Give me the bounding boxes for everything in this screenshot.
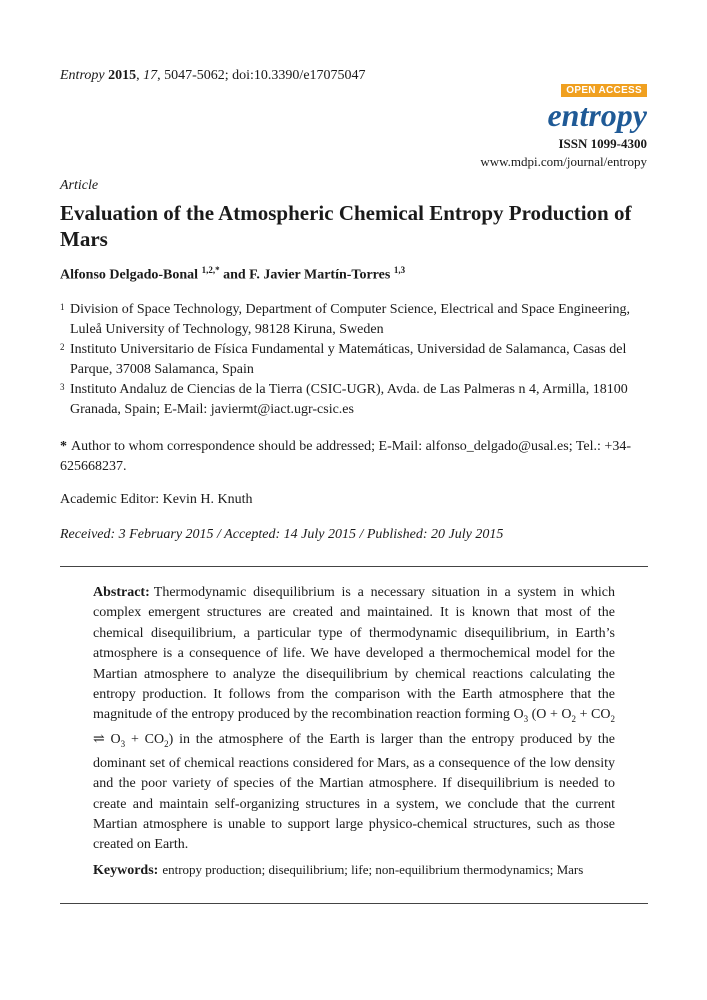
journal-masthead <box>447 80 647 170</box>
affiliation-item <box>60 340 660 380</box>
keywords <box>93 862 623 879</box>
affiliation-number: 1 <box>60 302 65 312</box>
subscript: 2 <box>164 738 169 749</box>
keywords-text: entropy production; disequilibrium; life; non-equilibrium thermodynamics; Mars <box>162 862 584 877</box>
author-affiliation-marks: 1,2,* <box>201 265 220 275</box>
bottom-divider <box>60 903 648 904</box>
citation-line: Entropy 2015, 17, 5047-5062; doi:10.3390/e17075047 <box>60 68 366 83</box>
author-affiliation-marks: 1,3 <box>393 265 406 275</box>
journal-url[interactable]: www.mdpi.com/journal/entropy <box>480 154 647 169</box>
subscript: 2 <box>571 714 577 725</box>
academic-editor: Academic Editor: Kevin H. Knuth <box>60 492 253 507</box>
abstract-text: (O + O <box>528 707 572 723</box>
abstract-text: ⇌ O <box>93 731 121 747</box>
affiliation-item <box>60 380 660 420</box>
abstract <box>93 583 615 856</box>
subscript: 2 <box>610 714 616 725</box>
affiliation-text: Instituto Andaluz de Ciencias de la Tierra (CSIC-UGR), Avda. de Las Palmeras n 4, Armilla, 18100 Granada, Spain; E-Mail: javiermt@iact.ugr-csic.es <box>70 382 628 417</box>
affiliation-text: Division of Space Technology, Department of Computer Science, Electrical and Space Engineering, Luleå University of Technology, 98128 Kiruna, Sweden <box>70 302 631 337</box>
open-access-badge: OPEN ACCESS <box>561 84 647 97</box>
abstract-text: + CO <box>576 707 611 723</box>
abstract-label: Abstract: <box>93 585 150 600</box>
correspondence-note <box>60 437 660 477</box>
affiliation-item <box>60 300 660 340</box>
subscript: 3 <box>523 714 529 725</box>
author-name: Alfonso Delgado-Bonal <box>60 267 199 283</box>
affiliation-text: Instituto Universitario de Física Fundamental y Matemáticas, Universidad de Salamanca, Casas del Parque, 37008 Salamanca, Spain <box>70 342 627 377</box>
citation-pages: 5047-5062; doi:10.3390/e17075047 <box>164 68 366 83</box>
journal-logo: entropy <box>547 97 647 133</box>
abstract-text: + CO <box>125 731 165 747</box>
abstract-text: Thermodynamic disequilibrium is a necessary situation in a system in which complex emergent structures are created and maintained. It is known that most of the chemical disequilibrium, a particular type of thermodynamic disequilibrium, in Earth’s atmosphere is a consequence of life. We have developed a thermochemical model for the Martian atmosphere to analyze the disequilibrium by chemical reactions calculating the entropy production. It follows from the comparison with the Earth atmosphere that the magnitude of the entropy produced by the recombination reaction forming O <box>93 585 615 723</box>
affiliations <box>60 300 660 420</box>
abstract-text: ) in the atmosphere of the Earth is larger than the entropy produced by the dominant set of chemical reactions considered for Mars, as a consequence of the low density and the poor variety of species of the Martian atmosphere. If disequilibrium is needed to create and maintain self-organizing structures in a system, we conclude that the current Martian atmosphere is unable to support large physico-chemical structures, such as those created on Earth. <box>93 731 616 853</box>
citation-journal: Entropy <box>60 68 105 83</box>
affiliation-number: 2 <box>60 342 65 352</box>
publication-dates: Received: 3 February 2015 / Accepted: 14 July 2015 / Published: 20 July 2015 <box>60 527 504 542</box>
author-list <box>60 265 405 284</box>
subscript: 3 <box>120 738 126 749</box>
author-name: F. Javier Martín-Torres <box>249 267 391 283</box>
author-conjunction: and <box>223 267 246 283</box>
top-divider <box>60 566 648 567</box>
keywords-label: Keywords: <box>93 863 159 878</box>
issn: ISSN 1099-4300 <box>558 136 647 151</box>
article-title: Evaluation of the Atmospheric Chemical Entropy Production of Mars <box>60 201 632 251</box>
citation-year: 2015 <box>108 68 137 83</box>
correspondence-star: * <box>60 439 67 454</box>
correspondence-text: Author to whom correspondence should be addressed; E-Mail: alfonso_delgado@usal.es; Tel.: +34-625668237. <box>60 439 631 474</box>
article-type: Article <box>60 178 99 193</box>
citation-volume: 17 <box>143 68 158 83</box>
affiliation-number: 3 <box>60 382 65 392</box>
